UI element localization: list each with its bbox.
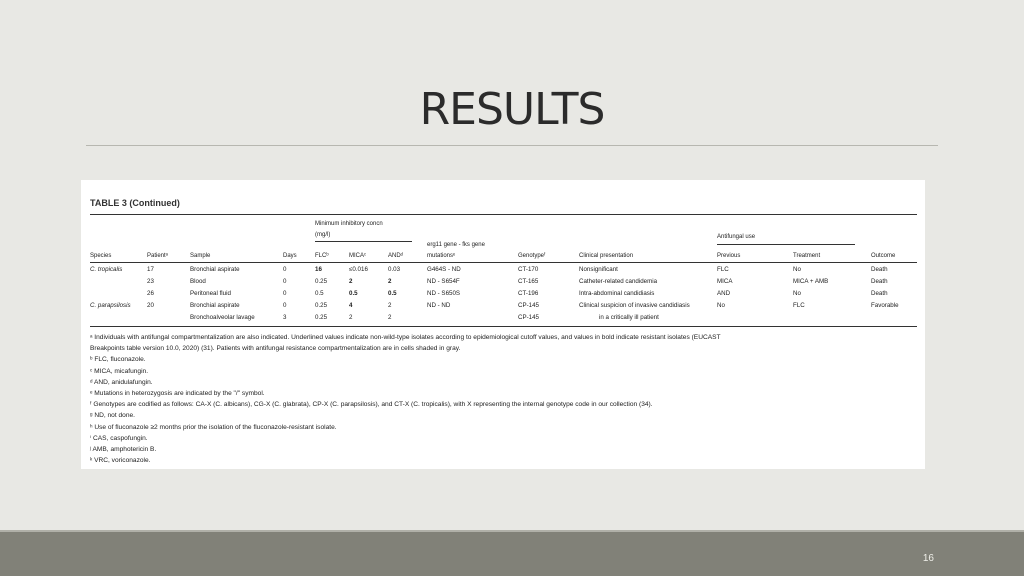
title-divider bbox=[86, 145, 938, 146]
cell-treatment: No bbox=[793, 266, 801, 273]
cell-genotype: CP-145 bbox=[518, 302, 539, 309]
footnote: ⁱ CAS, caspofungin. bbox=[90, 434, 148, 442]
cell-and: 2 bbox=[388, 278, 392, 285]
cell-flc: 0.25 bbox=[315, 314, 328, 321]
footnote: ᶠ Genotypes are codified as follows: CA-X (C. albicans), CG-X (C. glabrata), CP-X (C. parapsilosis), and CT-X (C. tropicalis), with X representing the internal genotype code in our collection (34). bbox=[90, 401, 653, 409]
table-row bbox=[90, 314, 917, 326]
cell-clinical: in a critically ill patient bbox=[599, 314, 659, 321]
cell-days: 0 bbox=[283, 278, 287, 285]
table-footnotes bbox=[90, 332, 917, 466]
cell-patient: 26 bbox=[147, 290, 154, 297]
footnote: ᵍ ND, not done. bbox=[90, 412, 136, 420]
cell-species: C. tropicalis bbox=[90, 266, 123, 273]
col-species: Species bbox=[90, 253, 112, 259]
table-bottom-rule bbox=[90, 326, 917, 327]
cell-days: 0 bbox=[283, 302, 287, 309]
table-header bbox=[90, 215, 917, 262]
cell-mutations: G464S - ND bbox=[427, 266, 461, 273]
cell-mica: 2 bbox=[349, 314, 353, 321]
footnote: ᵉ Mutations in heterozygosis are indicated by the "/" symbol. bbox=[90, 390, 265, 398]
cell-sample: Bronchial aspirate bbox=[190, 302, 240, 309]
cell-previous: MICA bbox=[717, 278, 733, 285]
table-image bbox=[81, 180, 925, 469]
cell-mutations: ND - S650S bbox=[427, 290, 461, 297]
footnote: ʰ Use of fluconazole ≥2 months prior the isolation of the fluconazole-resistant isolate. bbox=[90, 423, 337, 431]
cell-clinical: Clinical suspicion of invasive candidiasis bbox=[579, 302, 690, 309]
cell-outcome: Favorable bbox=[871, 302, 899, 309]
cell-previous: No bbox=[717, 302, 725, 309]
mic-group-rule bbox=[315, 241, 412, 242]
cell-species: C. parapsilosis bbox=[90, 302, 131, 309]
cell-patient: 17 bbox=[147, 266, 154, 273]
cell-mica: ≤0.016 bbox=[349, 266, 368, 273]
footnote: ᵃ Individuals with antifungal compartmentalization are also indicated. Underlined values indicate non-wild-type isolates according to epidemiological cutoff values, and values in bold indicate resistant isolates (EUCAST bbox=[90, 334, 721, 341]
table-row bbox=[90, 290, 917, 302]
cell-genotype: CP-145 bbox=[518, 314, 539, 321]
cell-days: 0 bbox=[283, 290, 287, 297]
footer-band bbox=[0, 532, 1024, 576]
cell-sample: Bronchoalveolar lavage bbox=[190, 314, 255, 321]
footnote: Breakpoints table version 10.0, 2020) (31). Patients with antifungal resistance compartmentalization are in cells shaded in gray. bbox=[90, 345, 461, 353]
cell-mica: 2 bbox=[349, 278, 353, 285]
col-previous: Previous bbox=[717, 253, 741, 259]
cell-previous: AND bbox=[717, 290, 731, 297]
cell-mutations: ND - ND bbox=[427, 302, 451, 309]
cell-previous: FLC bbox=[717, 266, 729, 273]
cell-clinical: Catheter-related candidemia bbox=[579, 278, 658, 285]
cell-genotype: CT-170 bbox=[518, 266, 539, 273]
col-mica: MICAᶜ bbox=[349, 253, 367, 259]
mutations-group-header: erg11 gene - fks gene mutationsᵉ bbox=[427, 242, 485, 259]
col-genotype: Genotypeᶠ bbox=[518, 253, 546, 259]
cell-flc: 0.25 bbox=[315, 278, 328, 285]
table-row bbox=[90, 302, 917, 314]
page-number: 16 bbox=[922, 553, 934, 564]
cell-treatment: No bbox=[793, 290, 801, 297]
cell-mutations: ND - S654F bbox=[427, 278, 460, 285]
cell-patient: 20 bbox=[147, 302, 154, 309]
cell-flc: 0.5 bbox=[315, 290, 324, 297]
cell-genotype: CT-196 bbox=[518, 290, 539, 297]
col-outcome: Outcome bbox=[871, 253, 896, 259]
cell-genotype: CT-165 bbox=[518, 278, 539, 285]
antifungal-group-header: Antifungal use bbox=[717, 234, 756, 240]
cell-and: 2 bbox=[388, 314, 392, 321]
col-sample: Sample bbox=[190, 253, 211, 259]
cell-mica: 4 bbox=[349, 302, 353, 309]
col-and: ANDᵈ bbox=[388, 253, 403, 259]
cell-outcome: Death bbox=[871, 290, 888, 297]
col-flc: FLCᵇ bbox=[315, 253, 329, 259]
footnote: ʲ AMB, amphotericin B. bbox=[90, 446, 157, 454]
cell-days: 3 bbox=[283, 314, 287, 321]
cell-outcome: Death bbox=[871, 266, 888, 273]
col-patient: Patientᵃ bbox=[147, 253, 168, 259]
antifungal-group-rule bbox=[717, 244, 855, 245]
table-body bbox=[90, 263, 917, 323]
cell-patient: 23 bbox=[147, 278, 154, 285]
cell-days: 0 bbox=[283, 266, 287, 273]
cell-sample: Blood bbox=[190, 278, 206, 285]
cell-and: 0.5 bbox=[388, 290, 397, 297]
mic-group-header: Minimum inhibitory concn (mg/l) bbox=[315, 221, 383, 238]
table-row bbox=[90, 278, 917, 290]
slide-title: RESULTS bbox=[419, 84, 605, 135]
footnote: ᵇ FLC, fluconazole. bbox=[90, 356, 146, 364]
footnote: ᵈ AND, anidulafungin. bbox=[90, 378, 153, 386]
cell-treatment: MICA + AMB bbox=[793, 278, 829, 285]
table-caption: TABLE 3 (Continued) bbox=[90, 198, 180, 208]
col-days: Days bbox=[283, 253, 297, 259]
cell-clinical: Nonsignificant bbox=[579, 266, 618, 273]
cell-and: 0.03 bbox=[388, 266, 401, 273]
cell-flc: 16 bbox=[315, 266, 322, 273]
cell-clinical: Intra-abdominal candidiasis bbox=[579, 290, 655, 297]
cell-sample: Bronchial aspirate bbox=[190, 266, 240, 273]
cell-mica: 0.5 bbox=[349, 290, 358, 297]
cell-sample: Peritoneal fluid bbox=[190, 290, 231, 297]
col-clinical: Clinical presentation bbox=[579, 253, 634, 259]
cell-outcome: Death bbox=[871, 278, 888, 285]
col-treatment: Treatment bbox=[793, 253, 821, 259]
cell-and: 2 bbox=[388, 302, 392, 309]
cell-treatment: FLC bbox=[793, 302, 805, 309]
table-row bbox=[90, 266, 917, 278]
footnote: ᵏ VRC, voriconazole. bbox=[90, 457, 151, 465]
footnote: ᶜ MICA, micafungin. bbox=[90, 367, 149, 375]
cell-flc: 0.25 bbox=[315, 302, 328, 309]
